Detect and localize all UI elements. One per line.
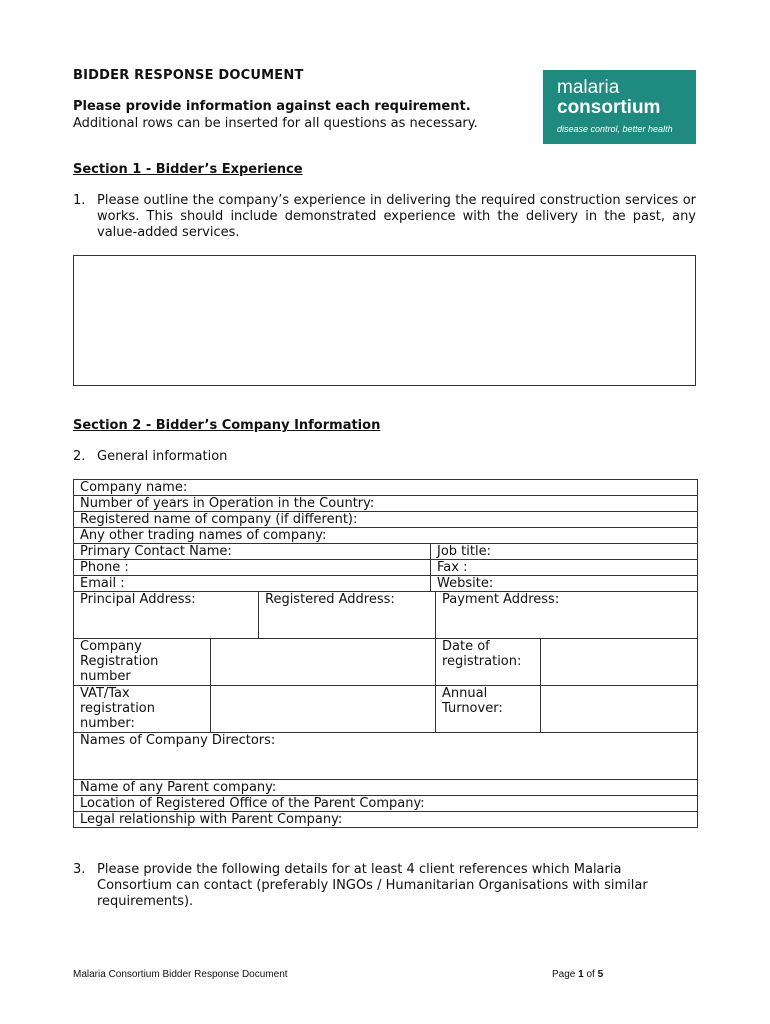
registered-name-field[interactable]: Registered name of company (if different): xyxy=(74,512,698,528)
date-of-registration-input[interactable] xyxy=(541,639,698,686)
question-1-number: 1. xyxy=(73,193,86,208)
question-3-number: 3. xyxy=(73,862,86,877)
vat-number-input[interactable] xyxy=(211,686,436,733)
years-operation-field[interactable]: Number of years in Operation in the Country: xyxy=(74,496,698,512)
logo-line1: malaria xyxy=(557,77,620,98)
company-name-field[interactable]: Company name: xyxy=(74,480,698,496)
question-2-number: 2. xyxy=(73,449,86,464)
company-reg-number-label: Company Registration number xyxy=(74,639,211,686)
company-reg-number-input[interactable] xyxy=(211,639,436,686)
principal-address-field[interactable]: Principal Address: xyxy=(74,592,259,639)
page-prefix: Page xyxy=(552,969,576,980)
page-current: 1 xyxy=(578,969,584,980)
parent-company-field[interactable]: Name of any Parent company: xyxy=(74,780,698,796)
payment-address-field[interactable]: Payment Address: xyxy=(436,592,698,639)
question-2 xyxy=(73,449,696,465)
instruction-text: Please provide information against each requirement. xyxy=(73,99,471,114)
footer-page-number xyxy=(552,969,603,980)
trading-names-field[interactable]: Any other trading names of company: xyxy=(74,528,698,544)
company-info-table xyxy=(73,479,698,828)
question-1-text: Please outline the company’s experience in delivering the required construction services or works. This should include demonstrated experience with the delivery in the past, any value-added services. xyxy=(97,193,696,240)
phone-field[interactable]: Phone : xyxy=(74,560,431,576)
document-title: BIDDER RESPONSE DOCUMENT xyxy=(73,68,304,83)
question-3 xyxy=(73,862,696,910)
legal-relationship-field[interactable]: Legal relationship with Parent Company: xyxy=(74,812,698,828)
malaria-consortium-logo xyxy=(543,70,696,144)
website-field[interactable]: Website: xyxy=(431,576,698,592)
vat-number-label: VAT/Tax registration number: xyxy=(74,686,211,733)
footer-document-name: Malaria Consortium Bidder Response Document xyxy=(73,969,288,980)
annual-turnover-input[interactable] xyxy=(541,686,698,733)
directors-field[interactable]: Names of Company Directors: xyxy=(74,733,698,780)
instruction-note: Additional rows can be inserted for all questions as necessary. xyxy=(73,116,478,131)
question-3-text: Please provide the following details for at least 4 client references which Malaria Consortium can contact (preferably INGOs / Humanitarian Organisations with similar requirements). xyxy=(97,862,648,909)
section2-heading: Section 2 - Bidder’s Company Information xyxy=(73,418,381,433)
parent-office-field[interactable]: Location of Registered Office of the Parent Company: xyxy=(74,796,698,812)
annual-turnover-label: Annual Turnover: xyxy=(436,686,541,733)
logo-line2: consortium xyxy=(557,97,661,118)
primary-contact-field[interactable]: Primary Contact Name: xyxy=(74,544,431,560)
registered-address-field[interactable]: Registered Address: xyxy=(259,592,436,639)
question-1 xyxy=(73,193,696,241)
date-of-registration-label: Date of registration: xyxy=(436,639,541,686)
page-of: of xyxy=(586,969,595,980)
fax-field[interactable]: Fax : xyxy=(431,560,698,576)
email-field[interactable]: Email : xyxy=(74,576,431,592)
job-title-field[interactable]: Job title: xyxy=(431,544,698,560)
question-2-text: General information xyxy=(97,449,228,464)
logo-tagline: disease control, better health xyxy=(557,124,673,134)
experience-answer-box[interactable] xyxy=(73,255,696,386)
page-total: 5 xyxy=(597,969,604,980)
section1-heading: Section 1 - Bidder’s Experience xyxy=(73,162,303,177)
